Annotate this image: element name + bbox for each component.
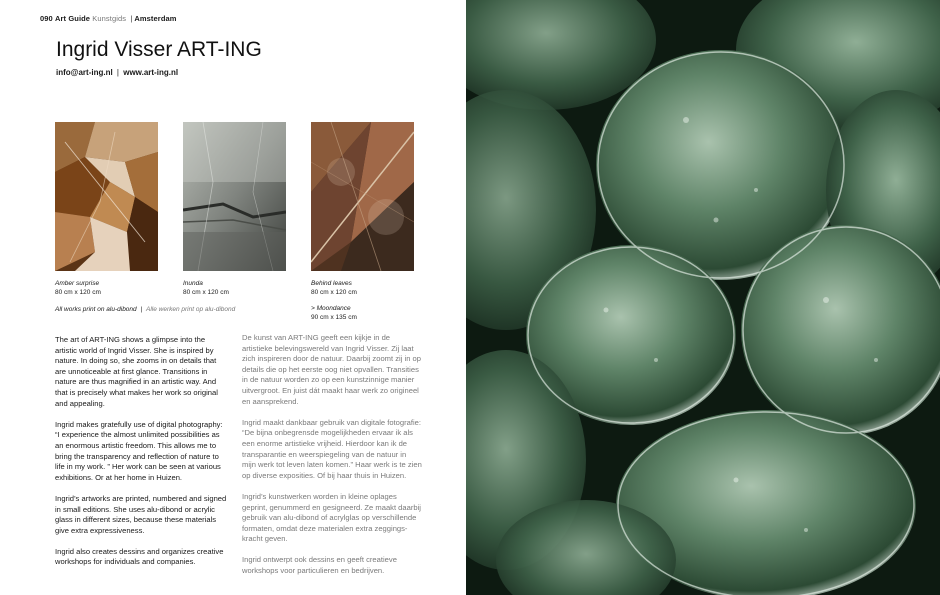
header-separator: | — [130, 14, 133, 23]
guide-label: Art Guide — [55, 14, 91, 23]
page-number: 090 — [40, 14, 53, 23]
website-link[interactable]: www.art-ing.nl — [123, 68, 179, 77]
email-link[interactable]: info@art-ing.nl — [56, 68, 113, 77]
page-title: Ingrid Visser ART-ING — [56, 38, 262, 61]
left-page — [0, 0, 466, 595]
print-note-en: All works print on alu-dibond — [55, 306, 137, 313]
body-text-dutch — [242, 333, 422, 587]
paragraph: Ingrid’s artworks are printed, numbered and signed in small editions. She uses alu-dibond or acrylic glass in different sizes, because these materials give extra expressiveness. — [55, 493, 227, 535]
body-text-english — [55, 335, 227, 579]
paragraph: Ingrid also creates dessins and organizes creative workshops for individuals and companies. — [55, 546, 224, 567]
caption-title: Behind leaves — [311, 280, 352, 287]
contact-line — [56, 68, 178, 77]
caption-size: 80 cm x 120 cm — [311, 289, 357, 296]
caption-title: Amber surprise — [55, 280, 100, 287]
paragraph: Ingrid maakt dankbaar gebruik van digitale fotografie: “De bijna onbegrensde mogelijkheden ervaar ik als een enorme artistieke vrijheid. Hierdoor kan ik de transparantie en weerspiegeling van de natuur in mijn werk tot leven laten komen.” Haar werk is te zien op diverse exposities. Of bij haar thuis in Huizen. — [242, 417, 422, 480]
print-note-nl: Alle werken print op alu-dibond — [145, 306, 236, 313]
caption-title: Inunda — [183, 280, 203, 287]
artwork-image-inunda — [183, 122, 286, 271]
running-header — [40, 14, 177, 23]
caption-amber-surprise — [55, 279, 101, 297]
paragraph: Ingrid ontwerpt ook dessins en geeft creatieve workshops voor particulieren en bedrijven. — [242, 555, 397, 576]
paragraph: The art of ART-ING shows a glimpse into the artistic world of Ingrid Visser. She is inspired by nature. In doing so, she zooms in on details that are unnoticeable at first glance. Transitions in nature are thus magnified in an artistic way. And that is precisely what makes her work so original and appealing. — [55, 335, 218, 408]
caption-size: 80 cm x 120 cm — [55, 289, 101, 296]
artwork-image-amber-surprise — [55, 122, 158, 271]
caption-title: > Moondance — [311, 305, 351, 312]
city-label: Amsterdam — [134, 14, 177, 23]
paragraph: Ingrid makes gratefully use of digital photography: “I experience the almost unlimited possibilities as an enormous artistic freedom. This allows me to bring the transparency and reflection of nature to life in my work. ” Her work can be seen at various exhibitions. Or at her home in Huizen. — [55, 419, 223, 482]
caption-size: 90 cm x 135 cm — [311, 314, 357, 321]
caption-behind-leaves — [311, 279, 357, 297]
ice-discs-photo — [466, 0, 940, 595]
paragraph: Ingrid’s kunstwerken worden in kleine oplages geprint, genummerd en gesigneerd. Ze maakt daarbij gebruik van alu-dibond of acrylglas op verschillende formaten, omdat deze materialen extra zeggings-kracht geven. — [242, 491, 421, 544]
print-note-separator: | — [140, 306, 143, 313]
artwork-image-moondance — [466, 0, 940, 595]
guide-label-nl: Kunstgids — [92, 14, 127, 23]
print-note — [55, 306, 235, 313]
contact-separator: | — [116, 68, 119, 77]
caption-moondance — [311, 304, 357, 322]
artwork-image-behind-leaves — [311, 122, 414, 271]
caption-size: 80 cm x 120 cm — [183, 289, 229, 296]
paragraph: De kunst van ART-ING geeft een kijkje in de artistieke belevingswereld van Ingrid Visser. Zij laat zich inspireren door de natuur. Daarbij zoomt zij in op details die op het eerste oog niet opvallen. Transities in de natuur worden zo op een kunstzinnige manier uitvergroot. En juist dát maakt haar werk zo origineel en aansprekend. — [242, 333, 421, 406]
caption-inunda — [183, 279, 229, 297]
